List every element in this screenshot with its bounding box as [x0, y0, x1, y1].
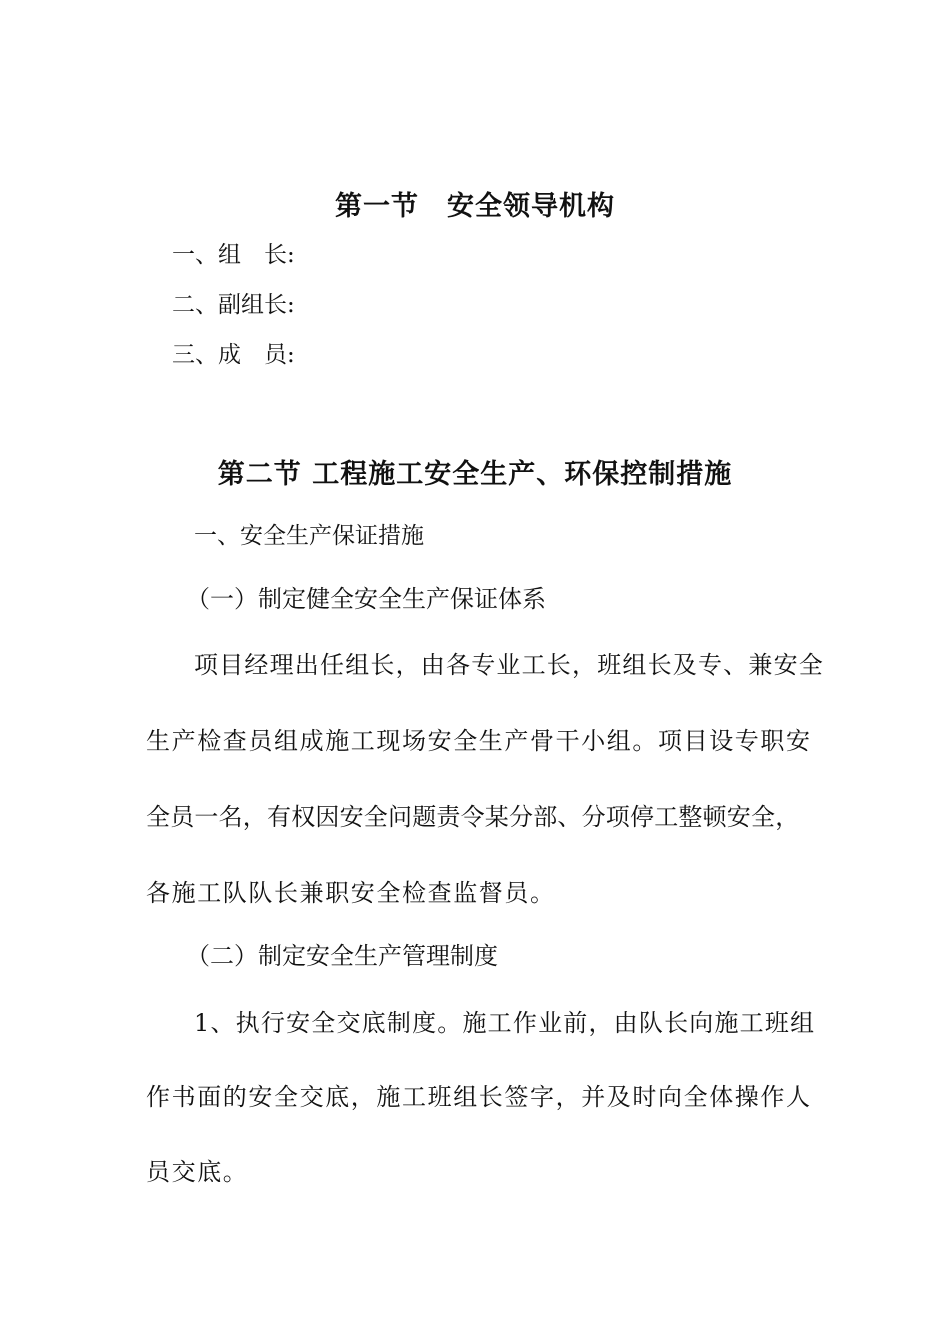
paragraph1-line2: 生产检查员组成施工现场安全生产骨干小组。项目设专职安 [146, 727, 812, 755]
subheading-system: （一）制定健全安全生产保证体系 [186, 585, 546, 613]
subheading-management: （二）制定安全生产管理制度 [186, 942, 498, 970]
paragraph1-line3: 全员一名，有权因安全问题责令某分部、分项停工整顿安全， [146, 803, 800, 831]
section1-title: 第一节 安全领导机构 [335, 191, 615, 222]
paragraph2-line1: 1、执行安全交底制度。施工作业前，由队长向施工班组 [194, 1009, 816, 1037]
members-item: 三、成 员: [172, 342, 295, 368]
deputy-leader-item: 二、副组长: [172, 292, 295, 318]
section2-title: 第二节 工程施工安全生产、环保控制措施 [217, 459, 733, 490]
leader-item: 一、组 长: [172, 242, 295, 268]
paragraph2-line3: 员交底。 [146, 1158, 249, 1186]
heading-safety-measures: 一、安全生产保证措施 [194, 523, 424, 549]
paragraph1-line1: 项目经理出任组长，由各专业工长，班组长及专、兼安全 [194, 651, 824, 679]
paragraph2-line2: 作书面的安全交底，施工班组长签字，并及时向全体操作人 [146, 1083, 812, 1111]
paragraph1-line4: 各施工队队长兼职安全检查监督员。 [146, 879, 556, 907]
